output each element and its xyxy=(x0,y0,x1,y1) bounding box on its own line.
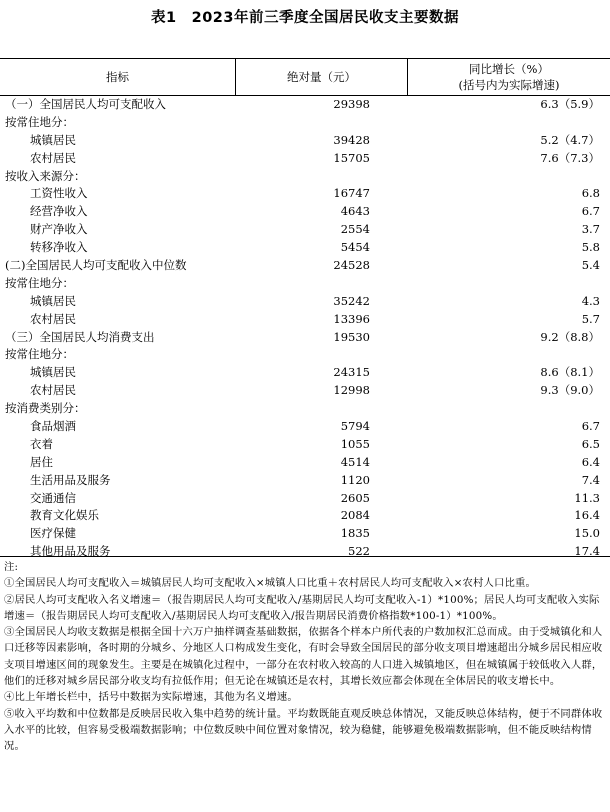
row-growth-rate: 17.4 xyxy=(574,544,600,559)
row-growth-rate: 6.7 xyxy=(581,419,600,434)
row-label: 财产净收入 xyxy=(30,222,88,237)
table-row xyxy=(0,382,610,400)
row-absolute-value: 16747 xyxy=(333,186,370,201)
row-growth-rate: 7.4 xyxy=(581,472,600,487)
table-row xyxy=(0,203,610,221)
row-growth-rate: 16.4 xyxy=(574,508,600,523)
row-growth-rate: 5.2（4.7） xyxy=(540,132,600,147)
row-absolute-value: 15705 xyxy=(333,150,370,165)
row-growth-rate: 6.7 xyxy=(581,204,600,219)
note-item: ①全国居民人均可支配收入＝城镇居民人均可支配收入×城镇人口比重＋农村居民人均可支配收入×农村人口比重。 xyxy=(4,577,536,590)
row-absolute-value: 1835 xyxy=(340,526,370,541)
row-growth-rate: 9.3（9.0） xyxy=(540,383,600,398)
row-label: 其他用品及服务 xyxy=(30,544,111,559)
notes-heading: 注: xyxy=(4,561,19,573)
row-absolute-value: 522 xyxy=(348,544,370,559)
row-absolute-value: 29398 xyxy=(333,97,370,111)
note-item: ③全国居民人均收支数据是根据全国十六万户抽样调查基础数据，依据各个样本户所代表的户数加权汇总而成。由于受城镇化和人口迁移等因素影响，各时期的分城乡、分地区人口构成发生变化，有时会导致全国居民的部分收支项目增速超出分城乡居民相应收支项目增速区间的现象发生。主要是在城镇化过程中，一部分在农村收入较高的人口进入城镇地区，但在城镇属于较低收入人群，他们的迁移对城乡居民部分收支均有拉低作用；但无论在城镇还是农村，其增长效应都会体现在全体居民的收支增长中。 xyxy=(4,626,603,688)
table-row xyxy=(0,257,610,275)
header-growth-line1: 同比增长（%） xyxy=(469,62,549,76)
header-top-rule xyxy=(0,58,610,59)
row-label: 医疗保健 xyxy=(30,526,76,541)
row-label: 农村居民 xyxy=(30,150,76,165)
row-label: (二)全国居民人均可支配收入中位数 xyxy=(5,258,187,273)
row-absolute-value: 39428 xyxy=(333,132,370,147)
table-row xyxy=(0,168,610,186)
row-growth-rate: 6.4 xyxy=(581,454,600,469)
row-label: 交通通信 xyxy=(30,490,76,505)
table-row xyxy=(0,346,610,364)
table-row xyxy=(0,364,610,382)
header-indicator: 指标 xyxy=(106,70,129,84)
table-row xyxy=(0,400,610,418)
row-label: 按常住地分： xyxy=(5,275,74,290)
row-label: 衣着 xyxy=(30,436,53,451)
row-growth-rate: 6.3（5.9） xyxy=(540,97,600,111)
row-absolute-value: 4514 xyxy=(340,454,370,469)
row-label: 工资性收入 xyxy=(30,186,88,201)
row-label: 按收入来源分： xyxy=(5,168,86,183)
row-label: （一）全国居民人均可支配收入 xyxy=(5,97,166,111)
row-growth-rate: 5.8 xyxy=(581,240,600,255)
row-label: 转移净收入 xyxy=(30,240,88,255)
note-item: ④比上年增长栏中，括号中数据为实际增速，其他为名义增速。 xyxy=(4,691,298,704)
row-label: 农村居民 xyxy=(30,311,76,326)
row-growth-rate: 5.4 xyxy=(581,258,600,273)
data-table-body xyxy=(0,96,610,561)
note-item: ②居民人均可支配收入名义增速＝（报告期居民人均可支配收入/基期居民人均可支配收入-1）*100%；居民人均可支配收入实际增速＝（报告期居民人均可支配收入/基期居民人均可支配收入/报告期居民消费价格指数*100-1）*100%。 xyxy=(4,593,600,622)
row-label: 教育文化娱乐 xyxy=(30,508,99,523)
row-absolute-value: 24315 xyxy=(333,365,370,380)
row-growth-rate: 11.3 xyxy=(574,490,600,505)
header-absolute-value: 绝对量（元） xyxy=(287,70,356,84)
row-absolute-value: 1055 xyxy=(340,436,370,451)
table-row xyxy=(0,329,610,347)
row-label: 城镇居民 xyxy=(30,293,76,308)
table-row xyxy=(0,293,610,311)
row-absolute-value: 5454 xyxy=(340,240,370,255)
row-label: 城镇居民 xyxy=(30,365,76,380)
row-label: 食品烟酒 xyxy=(30,419,76,434)
row-label: 按常住地分： xyxy=(5,347,74,362)
table-row xyxy=(0,525,610,543)
row-growth-rate: 7.6（7.3） xyxy=(540,150,600,165)
footnotes xyxy=(4,559,604,755)
row-absolute-value: 4643 xyxy=(340,204,370,219)
row-absolute-value: 5794 xyxy=(340,419,370,434)
row-growth-rate: 6.8 xyxy=(581,186,600,201)
table-row xyxy=(0,472,610,490)
row-growth-rate: 6.5 xyxy=(581,436,600,451)
row-growth-rate: 4.3 xyxy=(581,293,600,308)
row-label: 生活用品及服务 xyxy=(30,472,111,487)
row-absolute-value: 2554 xyxy=(340,222,370,237)
row-growth-rate: 8.6（8.1） xyxy=(540,365,600,380)
row-absolute-value: 24528 xyxy=(333,258,370,273)
row-label: 城镇居民 xyxy=(30,132,76,147)
row-label: 按消费类别分： xyxy=(5,401,86,416)
table-row xyxy=(0,221,610,239)
row-absolute-value: 19530 xyxy=(333,329,370,344)
table-row xyxy=(0,436,610,454)
row-absolute-value: 35242 xyxy=(333,293,370,308)
table-row xyxy=(0,132,610,150)
table-row xyxy=(0,96,610,114)
table-row xyxy=(0,275,610,293)
row-label: 居住 xyxy=(30,454,53,469)
table-row xyxy=(0,490,610,508)
header-growth-line2: (括号内为实际增速) xyxy=(458,78,560,92)
table-bottom-rule xyxy=(0,556,610,557)
table-row xyxy=(0,150,610,168)
row-growth-rate: 15.0 xyxy=(574,526,600,541)
table-row xyxy=(0,239,610,257)
row-growth-rate: 9.2（8.8） xyxy=(540,329,600,344)
row-label: 按常住地分： xyxy=(5,114,74,129)
row-growth-rate: 5.7 xyxy=(581,311,600,326)
row-label: （三）全国居民人均消费支出 xyxy=(5,329,155,344)
row-absolute-value: 2084 xyxy=(340,508,370,523)
row-absolute-value: 2605 xyxy=(340,490,370,505)
note-item: ⑤收入平均数和中位数都是反映居民收入集中趋势的统计量。平均数既能直观反映总体情况，又能反映总体结构，便于不同群体收入水平的比较，但容易受极端数据影响；中位数反映中间位置对象情况，较为稳健，能够避免极端数据影响，但不能反映结构情况。 xyxy=(4,707,603,753)
row-absolute-value: 13396 xyxy=(333,311,370,326)
table-row xyxy=(0,454,610,472)
table-row xyxy=(0,185,610,203)
row-absolute-value: 1120 xyxy=(340,472,370,487)
row-growth-rate: 3.7 xyxy=(581,222,600,237)
table-row xyxy=(0,418,610,436)
table-row xyxy=(0,114,610,132)
table-row xyxy=(0,507,610,525)
table-row xyxy=(0,311,610,329)
table-title: 表1 2023年前三季度全国居民收支主要数据 xyxy=(151,10,459,26)
row-label: 农村居民 xyxy=(30,383,76,398)
row-label: 经营净收入 xyxy=(30,204,88,219)
row-absolute-value: 12998 xyxy=(333,383,370,398)
